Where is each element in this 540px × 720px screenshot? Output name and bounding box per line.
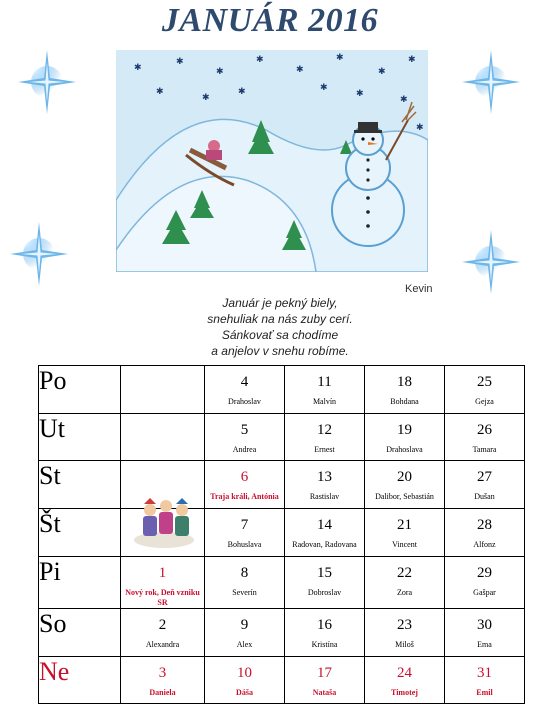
weekday-label xyxy=(39,608,121,656)
day-number: 31 xyxy=(477,664,492,681)
day-number: 24 xyxy=(397,664,412,681)
day-cell xyxy=(285,366,365,414)
day-cell xyxy=(445,608,525,656)
svg-text:✱: ✱ xyxy=(336,53,344,63)
weekday-label xyxy=(39,461,121,509)
day-number: 8 xyxy=(240,564,249,581)
day-number: 20 xyxy=(397,469,412,486)
nameday: Daniela xyxy=(149,687,176,697)
svg-text:✱: ✱ xyxy=(202,93,210,103)
nameday: Ema xyxy=(477,639,492,649)
nameday: Nataša xyxy=(312,687,337,697)
poem xyxy=(190,295,370,359)
sparkle-star-icon xyxy=(462,50,520,114)
nameday: Vincent xyxy=(392,540,417,550)
day-cell xyxy=(205,461,285,509)
day-cell xyxy=(365,608,445,656)
day-cell xyxy=(445,656,525,704)
drawing-author: Kevin xyxy=(405,283,433,295)
nameday: Alex xyxy=(236,639,253,649)
svg-text:✱: ✱ xyxy=(238,87,246,97)
svg-text:✱: ✱ xyxy=(400,95,408,105)
day-number: 25 xyxy=(477,374,492,390)
nameday: Ernest xyxy=(314,444,335,454)
weekday-label xyxy=(39,413,121,461)
weekday-text: Ne xyxy=(39,656,70,686)
calendar-row xyxy=(39,461,525,509)
day-number: 18 xyxy=(397,374,412,390)
day-cell xyxy=(365,656,445,704)
children-clipart xyxy=(130,490,198,552)
nameday: Zora xyxy=(396,587,413,597)
day-number: 21 xyxy=(397,517,412,534)
weekday-label xyxy=(39,366,121,414)
weekday-text: Ut xyxy=(39,413,65,443)
poem-line: a anjelov v snehu robíme. xyxy=(211,344,349,358)
weekday-text: Pi xyxy=(39,556,61,586)
day-cell xyxy=(121,656,205,704)
day-number: 15 xyxy=(317,564,332,581)
sparkle-star-icon xyxy=(18,50,76,114)
day-cell xyxy=(445,413,525,461)
calendar-table xyxy=(38,365,525,704)
weekday-text: St xyxy=(39,461,61,491)
calendar-row xyxy=(39,413,525,461)
nameday: Malvín xyxy=(312,397,337,406)
svg-text:✱: ✱ xyxy=(176,57,184,67)
day-cell xyxy=(445,509,525,557)
weekday-label xyxy=(39,656,121,704)
day-number: 2 xyxy=(158,616,167,633)
nameday: Alfonz xyxy=(473,540,496,550)
svg-text:✱: ✱ xyxy=(356,89,364,99)
svg-text:✱: ✱ xyxy=(134,63,142,73)
day-cell xyxy=(205,556,285,608)
nameday: Dalibor, Sebastián xyxy=(375,492,434,502)
nameday: Bohuslava xyxy=(227,540,262,550)
nameday: Miloš xyxy=(395,639,414,649)
winter-drawing xyxy=(116,50,428,272)
day-cell xyxy=(365,556,445,608)
svg-text:✱: ✱ xyxy=(256,55,264,65)
day-number: 30 xyxy=(477,616,492,633)
day-cell xyxy=(445,556,525,608)
day-number: 3 xyxy=(158,664,167,681)
day-number: 9 xyxy=(240,616,249,633)
poem-line: Január je pekný biely, xyxy=(222,296,338,310)
empty-cell xyxy=(121,366,205,414)
calendar-row xyxy=(39,656,525,704)
day-cell xyxy=(205,656,285,704)
nameday: Bohdana xyxy=(390,397,419,406)
day-number: 29 xyxy=(477,564,492,581)
day-number: 5 xyxy=(240,421,249,438)
weekday-label xyxy=(39,509,121,557)
day-cell xyxy=(365,509,445,557)
day-number: 4 xyxy=(240,374,249,390)
nameday: Radovan, Radovana xyxy=(292,540,357,550)
weekday-text: Po xyxy=(39,366,67,395)
day-number: 11 xyxy=(317,374,332,390)
nameday: Severín xyxy=(232,587,257,597)
day-cell xyxy=(121,556,205,608)
sparkle-star-icon xyxy=(10,222,68,286)
day-number: 12 xyxy=(317,421,332,438)
day-cell xyxy=(285,461,365,509)
day-number: 28 xyxy=(477,517,492,534)
day-cell xyxy=(285,656,365,704)
nameday: Nový rok, Deň vzniku SR xyxy=(125,587,200,607)
day-cell xyxy=(285,509,365,557)
day-cell xyxy=(365,413,445,461)
day-cell xyxy=(285,608,365,656)
nameday: Dušan xyxy=(474,492,495,502)
nameday: Gašpar xyxy=(473,587,496,597)
nameday: Traja králi, Antónia xyxy=(210,492,279,502)
weekday-label xyxy=(39,556,121,608)
weekday-text: Št xyxy=(39,509,61,539)
nameday: Timotej xyxy=(391,687,418,697)
nameday: Drahoslava xyxy=(386,444,423,454)
nameday: Andrea xyxy=(232,444,257,454)
calendar-row xyxy=(39,366,525,414)
nameday: Drahoslav xyxy=(228,397,261,406)
svg-text:✱: ✱ xyxy=(416,123,424,133)
day-number: 6 xyxy=(240,469,249,486)
nameday: Gejza xyxy=(475,397,494,406)
svg-text:✱: ✱ xyxy=(296,65,304,75)
nameday: Tamara xyxy=(472,444,497,454)
nameday: Alexandra xyxy=(145,639,180,649)
day-cell xyxy=(205,366,285,414)
nameday: Emil xyxy=(476,687,493,697)
day-cell xyxy=(365,461,445,509)
svg-text:✱: ✱ xyxy=(156,87,164,97)
day-cell xyxy=(205,413,285,461)
day-cell xyxy=(365,366,445,414)
poem-line: snehuliak na nás zuby cerí. xyxy=(207,312,353,326)
day-number: 1 xyxy=(158,564,167,581)
calendar-row xyxy=(39,509,525,557)
nameday: Dobroslav xyxy=(307,587,342,597)
page-title: JANUÁR 2016 xyxy=(161,2,379,39)
day-number: 26 xyxy=(477,421,492,438)
svg-text:✱: ✱ xyxy=(216,67,224,77)
day-number: 17 xyxy=(317,664,332,681)
day-number: 23 xyxy=(397,616,412,633)
day-number: 22 xyxy=(397,564,412,581)
day-number: 27 xyxy=(477,469,492,486)
day-cell xyxy=(205,509,285,557)
calendar-row xyxy=(39,556,525,608)
day-cell xyxy=(445,461,525,509)
empty-cell xyxy=(121,413,205,461)
nameday: Rastislav xyxy=(309,492,340,502)
day-cell xyxy=(205,608,285,656)
day-number: 16 xyxy=(317,616,332,633)
day-cell xyxy=(121,608,205,656)
day-number: 10 xyxy=(237,664,252,681)
day-cell xyxy=(445,366,525,414)
nameday: Kristína xyxy=(311,639,338,649)
day-cell xyxy=(285,413,365,461)
svg-text:✱: ✱ xyxy=(408,55,416,65)
day-cell xyxy=(285,556,365,608)
poem-line: Sánkovať sa chodíme xyxy=(221,328,339,342)
day-number: 19 xyxy=(397,421,412,438)
svg-text:✱: ✱ xyxy=(320,83,328,93)
svg-text:✱: ✱ xyxy=(378,67,386,77)
calendar-row xyxy=(39,608,525,656)
day-number: 13 xyxy=(317,469,332,486)
day-number: 7 xyxy=(240,517,249,534)
sparkle-star-icon xyxy=(462,230,520,294)
nameday: Dáša xyxy=(236,687,253,697)
day-number: 14 xyxy=(317,517,332,534)
weekday-text: So xyxy=(39,608,67,638)
